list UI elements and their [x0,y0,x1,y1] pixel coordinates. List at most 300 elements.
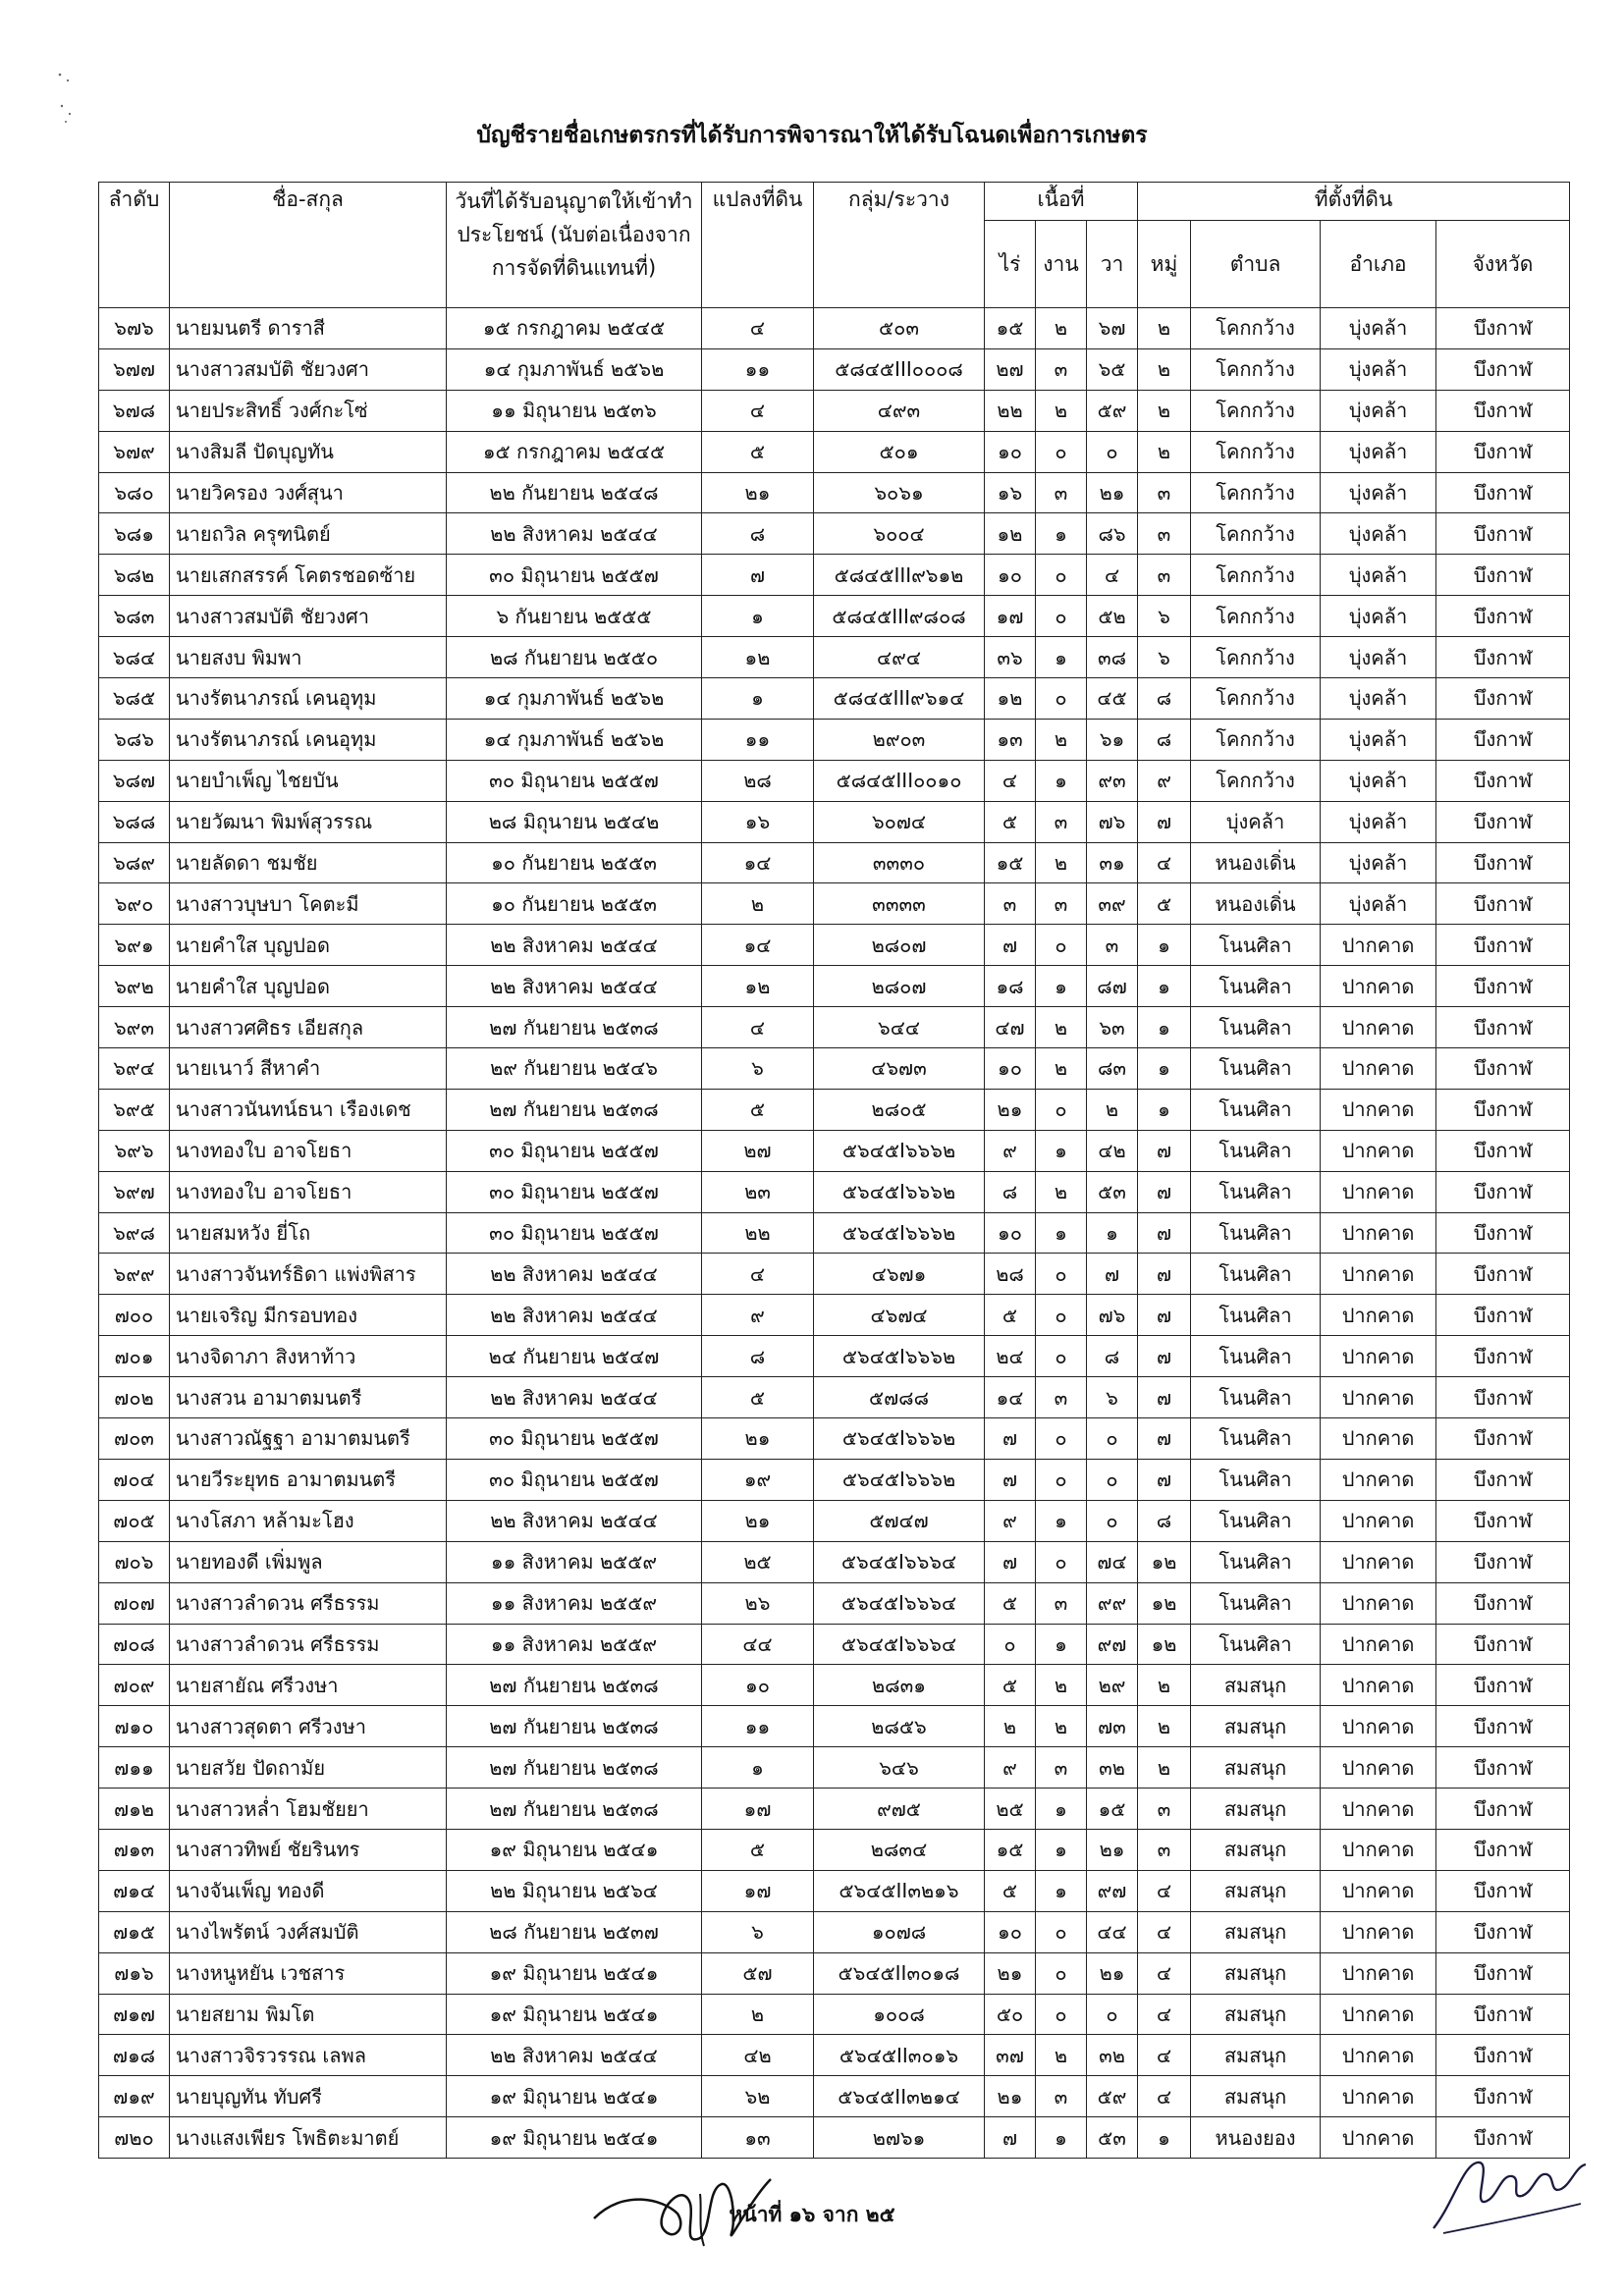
cell-date: ๒๗ กันยายน ๒๕๓๘ [447,1747,702,1789]
cell-moo: ๗ [1138,1336,1191,1377]
cell-no: ๖๘๘ [99,801,170,842]
cell-no: ๖๘๔ [99,637,170,678]
cell-no: ๖๘๗ [99,760,170,801]
cell-wa: ๙๗ [1087,1870,1138,1911]
cell-tambon: หนองยอง [1191,2117,1321,2159]
cell-ngan: ๑ [1036,1624,1087,1665]
cell-rai: ๑๐ [985,555,1036,596]
signature-center [584,2160,781,2262]
cell-plot: ๗ [702,555,814,596]
table-row [99,390,1570,431]
cell-rai: ๑๒ [985,678,1036,720]
cell-group: ๕๗๔๗ [814,1500,985,1541]
cell-ngan: ๐ [1036,1994,1087,2035]
cell-name: นายสายัณ ศรีวงษา [170,1665,447,1706]
cell-plot: ๔๒ [702,2035,814,2076]
cell-rai: ๙ [985,1747,1036,1789]
cell-no: ๗๐๕ [99,1500,170,1541]
cell-date: ๑๙ มิถุนายน ๒๕๔๑ [447,1952,702,1994]
cell-no: ๗๑๕ [99,1911,170,1952]
cell-amphoe: ปากคาด [1321,1911,1436,1952]
cell-tambon: สมสนุก [1191,1870,1321,1911]
cell-no: ๗๐๓ [99,1418,170,1460]
cell-tambon: โคกกว้าง [1191,308,1321,349]
table-row [99,719,1570,760]
cell-date: ๑๙ มิถุนายน ๒๕๔๑ [447,1829,702,1870]
cell-ngan: ๑ [1036,513,1087,555]
table-row [99,1706,1570,1747]
cell-rai: ๕ [985,1582,1036,1624]
cell-amphoe: ปากคาด [1321,1994,1436,2035]
cell-plot: ๑๐ [702,1665,814,1706]
cell-no: ๗๑๓ [99,1829,170,1870]
table-row [99,883,1570,925]
cell-tambon: โนนศิลา [1191,1500,1321,1541]
cell-ngan: ๒ [1036,1171,1087,1212]
cell-name: นายคำใส บุญปอด [170,925,447,966]
cell-ngan: ๐ [1036,1952,1087,1994]
cell-moo: ๑ [1138,966,1191,1007]
cell-amphoe: ปากคาด [1321,1624,1436,1665]
cell-rai: ๗ [985,1418,1036,1460]
cell-ngan: ๐ [1036,1418,1087,1460]
cell-tambon: โคกกว้าง [1191,637,1321,678]
cell-tambon: หนองเดิ่น [1191,883,1321,925]
cell-moo: ๔ [1138,2035,1191,2076]
cell-amphoe: บุ่งคล้า [1321,472,1436,513]
cell-amphoe: ปากคาด [1321,1377,1436,1418]
cell-group: ๕๖๔๕I๖๖๖๒ [814,1336,985,1377]
cell-no: ๗๐๒ [99,1377,170,1418]
cell-plot: ๑๗ [702,1870,814,1911]
cell-name: นางสาวสมบัติ ชัยวงศา [170,348,447,390]
cell-rai: ๑๖ [985,472,1036,513]
cell-wa: ๓๘ [1087,637,1138,678]
cell-name: นางแสงเพียร โพธิตะมาตย์ [170,2117,447,2159]
cell-ngan: ๑ [1036,637,1087,678]
cell-ngan: ๐ [1036,925,1087,966]
cell-no: ๗๑๑ [99,1747,170,1789]
cell-tambon: โนนศิลา [1191,1295,1321,1336]
cell-wa: ๔๔ [1087,1911,1138,1952]
cell-group: ๒๘๐๗ [814,925,985,966]
table-row [99,1829,1570,1870]
cell-group: ๑๐๗๘ [814,1911,985,1952]
cell-amphoe: ปากคาด [1321,2117,1436,2159]
cell-name: นางสิมลี ปัดบุญทัน [170,431,447,472]
cell-name: นางสาวสมบัติ ชัยวงศา [170,596,447,637]
cell-no: ๖๙๑ [99,925,170,966]
cell-no: ๖๙๒ [99,966,170,1007]
cell-rai: ๗ [985,1459,1036,1500]
cell-rai: ๕ [985,1870,1036,1911]
cell-group: ๖๐๖๑ [814,472,985,513]
cell-amphoe: ปากคาด [1321,1459,1436,1500]
table-row [99,842,1570,883]
cell-wa: ๙๓ [1087,760,1138,801]
cell-group: ๖๔๔ [814,1007,985,1048]
cell-date: ๑๑ สิงหาคม ๒๕๕๙ [447,1541,702,1582]
cell-ngan: ๐ [1036,1541,1087,1582]
cell-tambon: สมสนุก [1191,1706,1321,1747]
cell-moo: ๘ [1138,719,1191,760]
cell-province: บึงกาฬ [1436,1747,1570,1789]
cell-ngan: ๑ [1036,1870,1087,1911]
cell-name: นายวิครอง วงศ์สุนา [170,472,447,513]
cell-plot: ๒๑ [702,1500,814,1541]
page-number: หน้าที่ ๑๖ จาก ๒๕ [729,2203,895,2226]
cell-plot: ๕ [702,1089,814,1130]
cell-wa: ๒๑ [1087,1829,1138,1870]
cell-rai: ๐ [985,1624,1036,1665]
table-row [99,1582,1570,1624]
cell-name: นางสวน อามาตมนตรี [170,1377,447,1418]
cell-ngan: ๐ [1036,1254,1087,1295]
cell-rai: ๑๕ [985,1829,1036,1870]
header-no: ลำดับ [99,183,170,308]
table-row [99,1500,1570,1541]
header-name: ชื่อ-สกุล [170,183,447,308]
cell-amphoe: ปากคาด [1321,1952,1436,1994]
cell-moo: ๔ [1138,1952,1191,1994]
cell-amphoe: ปากคาด [1321,1500,1436,1541]
cell-tambon: สมสนุก [1191,1665,1321,1706]
cell-ngan: ๒ [1036,1007,1087,1048]
cell-plot: ๒๒ [702,1212,814,1254]
table-row [99,2035,1570,2076]
cell-plot: ๒๑ [702,472,814,513]
cell-ngan: ๑ [1036,1500,1087,1541]
cell-ngan: ๐ [1036,431,1087,472]
cell-tambon: สมสนุก [1191,1911,1321,1952]
cell-tambon: โนนศิลา [1191,1377,1321,1418]
cell-tambon: โนนศิลา [1191,1336,1321,1377]
table-row [99,472,1570,513]
cell-plot: ๒๕ [702,1541,814,1582]
cell-tambon: โคกกว้าง [1191,555,1321,596]
cell-rai: ๒๕ [985,1789,1036,1830]
cell-wa: ๓ [1087,925,1138,966]
cell-ngan: ๐ [1036,678,1087,720]
cell-group: ๑๐๐๘ [814,1994,985,2035]
cell-wa: ๓๑ [1087,842,1138,883]
cell-group: ๕๘๔๕III๙๘๐๘ [814,596,985,637]
cell-tambon: สมสนุก [1191,2035,1321,2076]
cell-amphoe: บุ่งคล้า [1321,801,1436,842]
cell-name: นางสาวลำดวน ศรีธรรม [170,1624,447,1665]
cell-rai: ๒๗ [985,348,1036,390]
cell-ngan: ๒ [1036,390,1087,431]
cell-moo: ๑ [1138,1007,1191,1048]
cell-no: ๖๘๑ [99,513,170,555]
cell-province: บึงกาฬ [1436,1870,1570,1911]
cell-rai: ๓๖ [985,637,1036,678]
cell-wa: ๗๓ [1087,1706,1138,1747]
cell-moo: ๒ [1138,1665,1191,1706]
cell-moo: ๓ [1138,555,1191,596]
cell-province: บึงกาฬ [1436,1171,1570,1212]
cell-province: บึงกาฬ [1436,678,1570,720]
cell-tambon: โคกกว้าง [1191,513,1321,555]
cell-tambon: โนนศิลา [1191,966,1321,1007]
cell-amphoe: ปากคาด [1321,1706,1436,1747]
cell-date: ๒๗ กันยายน ๒๕๓๘ [447,1089,702,1130]
cell-date: ๒๘ กันยายน ๒๕๕๐ [447,637,702,678]
cell-moo: ๔ [1138,1994,1191,2035]
cell-tambon: โคกกว้าง [1191,348,1321,390]
cell-province: บึงกาฬ [1436,1295,1570,1336]
cell-province: บึงกาฬ [1436,883,1570,925]
cell-no: ๖๘๐ [99,472,170,513]
cell-group: ๖๔๖ [814,1747,985,1789]
cell-name: นางทองใบ อาจโยธา [170,1171,447,1212]
cell-moo: ๒ [1138,431,1191,472]
cell-wa: ๐ [1087,1994,1138,2035]
cell-ngan: ๐ [1036,1459,1087,1500]
cell-province: บึงกาฬ [1436,842,1570,883]
cell-plot: ๑๑ [702,719,814,760]
cell-moo: ๖ [1138,596,1191,637]
cell-tambon: สมสนุก [1191,1952,1321,1994]
cell-plot: ๑๓ [702,2117,814,2159]
cell-ngan: ๒ [1036,308,1087,349]
cell-date: ๒๒ กันยายน ๒๕๔๘ [447,472,702,513]
cell-group: ๕๖๔๕II๓๒๑๔ [814,2076,985,2117]
cell-province: บึงกาฬ [1436,1007,1570,1048]
cell-date: ๒๒ สิงหาคม ๒๕๔๔ [447,513,702,555]
table-row [99,1007,1570,1048]
cell-ngan: ๑ [1036,1789,1087,1830]
cell-wa: ๘๗ [1087,966,1138,1007]
cell-no: ๗๐๖ [99,1541,170,1582]
cell-rai: ๔ [985,760,1036,801]
cell-rai: ๑๐ [985,1048,1036,1090]
cell-group: ๕๐๑ [814,431,985,472]
cell-rai: ๒๘ [985,1254,1036,1295]
cell-ngan: ๓ [1036,1582,1087,1624]
header-rai: ไร่ [985,221,1036,308]
cell-ngan: ๒ [1036,719,1087,760]
table-row [99,555,1570,596]
cell-province: บึงกาฬ [1436,760,1570,801]
cell-group: ๒๘๓๑ [814,1665,985,1706]
cell-moo: ๖ [1138,637,1191,678]
cell-wa: ๔๒ [1087,1130,1138,1171]
cell-no: ๖๙๔ [99,1048,170,1090]
cell-amphoe: ปากคาด [1321,1541,1436,1582]
cell-province: บึงกาฬ [1436,925,1570,966]
cell-province: บึงกาฬ [1436,1706,1570,1747]
cell-name: นางสาวลำดวน ศรีธรรม [170,1582,447,1624]
table-row [99,1254,1570,1295]
cell-name: นางสาวหล่ำ โฮมชัยยา [170,1789,447,1830]
table-row [99,1541,1570,1582]
cell-rai: ๒ [985,1706,1036,1747]
cell-tambon: สมสนุก [1191,1789,1321,1830]
cell-date: ๑๑ สิงหาคม ๒๕๕๙ [447,1582,702,1624]
cell-moo: ๔ [1138,2076,1191,2117]
cell-wa: ๐ [1087,1418,1138,1460]
cell-date: ๑๔ กุมภาพันธ์ ๒๕๖๒ [447,348,702,390]
table-row [99,966,1570,1007]
cell-province: บึงกาฬ [1436,555,1570,596]
header-location: ที่ตั้งที่ดิน [1138,183,1570,221]
cell-rai: ๒๑ [985,1952,1036,1994]
cell-province: บึงกาฬ [1436,1048,1570,1090]
cell-wa: ๖๑ [1087,719,1138,760]
cell-group: ๖๐๐๔ [814,513,985,555]
cell-date: ๒๒ สิงหาคม ๒๕๔๔ [447,2035,702,2076]
cell-group: ๕๘๔๕III๙๖๑๒ [814,555,985,596]
table-row [99,1336,1570,1377]
cell-name: นายประสิทธิ์ วงศ์กะโซ่ [170,390,447,431]
cell-no: ๖๙๐ [99,883,170,925]
cell-ngan: ๒ [1036,2035,1087,2076]
cell-name: นายมนตรี ดาราสี [170,308,447,349]
cell-plot: ๑๗ [702,1789,814,1830]
cell-wa: ๖๗ [1087,308,1138,349]
cell-group: ๔๖๗๓ [814,1048,985,1090]
table-row [99,1665,1570,1706]
cell-rai: ๙ [985,1500,1036,1541]
cell-date: ๑๔ กุมภาพันธ์ ๒๕๖๒ [447,719,702,760]
cell-plot: ๔ [702,1254,814,1295]
cell-wa: ๘๖ [1087,513,1138,555]
cell-plot: ๕ [702,431,814,472]
cell-ngan: ๓ [1036,801,1087,842]
cell-rai: ๕ [985,1665,1036,1706]
cell-group: ๕๖๔๕I๖๖๖๔ [814,1582,985,1624]
cell-moo: ๑ [1138,1048,1191,1090]
cell-group: ๖๐๗๔ [814,801,985,842]
cell-group: ๕๖๔๕I๖๖๖๔ [814,1541,985,1582]
cell-province: บึงกาฬ [1436,1911,1570,1952]
cell-moo: ๔ [1138,842,1191,883]
cell-name: นางสาวศศิธร เอียสกุล [170,1007,447,1048]
cell-name: นางสาวบุษบา โคตะมี [170,883,447,925]
cell-amphoe: บุ่งคล้า [1321,760,1436,801]
cell-province: บึงกาฬ [1436,1500,1570,1541]
cell-moo: ๓ [1138,472,1191,513]
cell-tambon: สมสนุก [1191,2076,1321,2117]
cell-plot: ๑๔ [702,842,814,883]
cell-name: นายถวิล ครุฑนิตย์ [170,513,447,555]
table-row [99,1459,1570,1500]
cell-province: บึงกาฬ [1436,1624,1570,1665]
cell-ngan: ๒ [1036,1665,1087,1706]
cell-wa: ๗๖ [1087,801,1138,842]
cell-plot: ๑๒ [702,966,814,1007]
cell-name: นายสงบ พิมพา [170,637,447,678]
cell-wa: ๒๙ [1087,1665,1138,1706]
cell-moo: ๔ [1138,1911,1191,1952]
cell-plot: ๒๘ [702,760,814,801]
cell-date: ๒๙ กันยายน ๒๕๔๖ [447,1048,702,1090]
cell-date: ๒๒ สิงหาคม ๒๕๔๔ [447,925,702,966]
table-row [99,678,1570,720]
cell-name: นางสาวจิรวรรณ เลพล [170,2035,447,2076]
cell-date: ๒๒ สิงหาคม ๒๕๔๔ [447,1254,702,1295]
cell-name: นางโสภา หล้ามะโฮง [170,1500,447,1541]
cell-plot: ๒ [702,1994,814,2035]
cell-group: ๕๖๔๕I๖๖๖๒ [814,1418,985,1460]
cell-rai: ๒๑ [985,2076,1036,2117]
cell-wa: ๒๑ [1087,472,1138,513]
header-ngan: งาน [1036,221,1087,308]
table-row [99,637,1570,678]
cell-moo: ๙ [1138,760,1191,801]
table-row [99,513,1570,555]
cell-wa: ๓๒ [1087,1747,1138,1789]
cell-wa: ๑ [1087,1212,1138,1254]
header-plot: แปลงที่ดิน [702,183,814,308]
cell-rai: ๑๗ [985,596,1036,637]
cell-group: ๕๘๔๕III๐๐๐๘ [814,348,985,390]
cell-no: ๖๙๓ [99,1007,170,1048]
cell-moo: ๓ [1138,513,1191,555]
table-row [99,1048,1570,1090]
cell-name: นายลัดดา ชมชัย [170,842,447,883]
cell-ngan: ๒ [1036,1048,1087,1090]
cell-group: ๔๖๗๑ [814,1254,985,1295]
cell-amphoe: ปากคาด [1321,1829,1436,1870]
cell-amphoe: ปากคาด [1321,1089,1436,1130]
cell-plot: ๑ [702,596,814,637]
cell-moo: ๗ [1138,1459,1191,1500]
header-province: จังหวัด [1436,221,1570,308]
cell-amphoe: ปากคาด [1321,1007,1436,1048]
cell-amphoe: บุ่งคล้า [1321,390,1436,431]
cell-amphoe: บุ่งคล้า [1321,678,1436,720]
cell-plot: ๕ [702,1377,814,1418]
cell-name: นายเสกสรรค์ โคตรชอดซ้าย [170,555,447,596]
cell-moo: ๑๒ [1138,1541,1191,1582]
cell-plot: ๑ [702,1747,814,1789]
table-row [99,1295,1570,1336]
cell-group: ๕๖๔๕II๓๒๑๖ [814,1870,985,1911]
cell-rai: ๑๐ [985,1911,1036,1952]
cell-amphoe: ปากคาด [1321,1048,1436,1090]
cell-date: ๑๐ กันยายน ๒๕๕๓ [447,883,702,925]
cell-amphoe: บุ่งคล้า [1321,883,1436,925]
cell-date: ๒๒ สิงหาคม ๒๕๔๔ [447,1295,702,1336]
cell-date: ๑๔ กุมภาพันธ์ ๒๕๖๒ [447,678,702,720]
cell-group: ๕๘๔๕III๙๖๑๔ [814,678,985,720]
cell-wa: ๙๗ [1087,1624,1138,1665]
cell-name: นางทองใบ อาจโยธา [170,1130,447,1171]
cell-moo: ๑ [1138,2117,1191,2159]
cell-wa: ๖๓ [1087,1007,1138,1048]
cell-ngan: ๐ [1036,555,1087,596]
cell-name: นางสาวจันทร์ธิดา แพ่งพิสาร [170,1254,447,1295]
cell-amphoe: บุ่งคล้า [1321,555,1436,596]
cell-rai: ๑๐ [985,1212,1036,1254]
cell-plot: ๑๙ [702,1459,814,1500]
cell-wa: ๒ [1087,1089,1138,1130]
cell-province: บึงกาฬ [1436,2076,1570,2117]
cell-province: บึงกาฬ [1436,513,1570,555]
table-row [99,348,1570,390]
cell-tambon: สมสนุก [1191,1829,1321,1870]
cell-plot: ๙ [702,1295,814,1336]
cell-amphoe: ปากคาด [1321,1130,1436,1171]
cell-wa: ๗ [1087,1254,1138,1295]
cell-tambon: โนนศิลา [1191,1212,1321,1254]
cell-group: ๕๖๔๕II๓๐๑๖ [814,2035,985,2076]
cell-ngan: ๓ [1036,2076,1087,2117]
cell-rai: ๕๐ [985,1994,1036,2035]
cell-no: ๖๗๙ [99,431,170,472]
